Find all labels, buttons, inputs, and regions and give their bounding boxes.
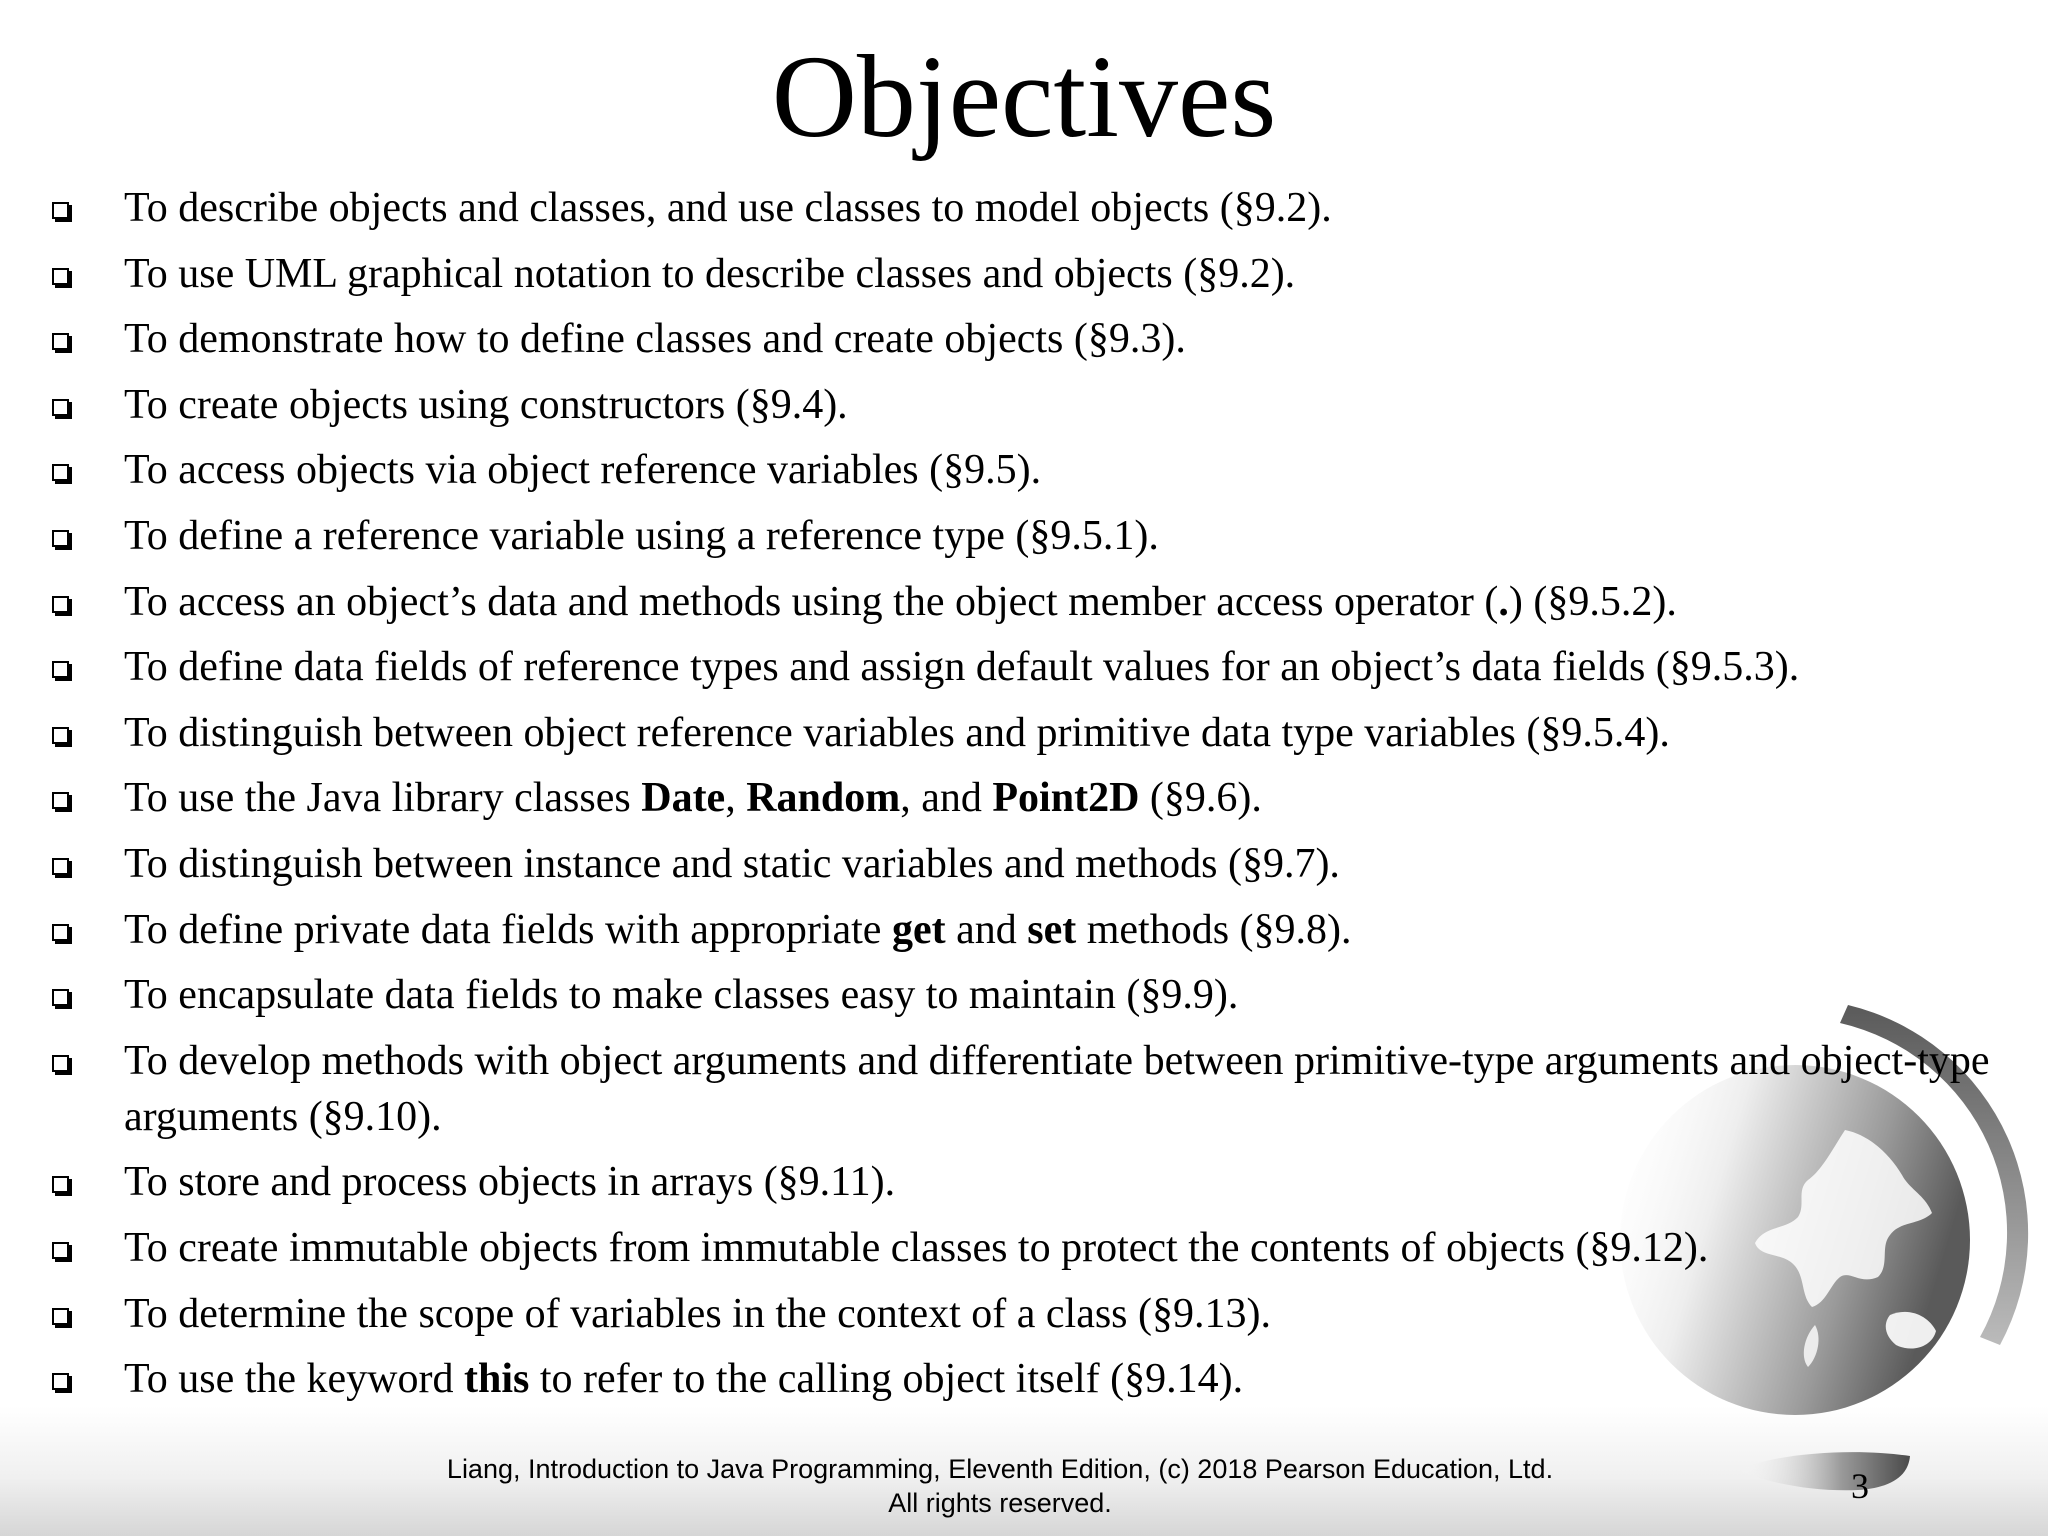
- objective-text-run: methods (§9.8).: [1076, 906, 1352, 953]
- objective-text: [124, 251, 1295, 297]
- objective-text: [124, 1356, 1243, 1402]
- hollow-square-bullet-icon: [52, 202, 69, 219]
- objective-text-run: and: [945, 906, 1028, 953]
- objective-text: [124, 382, 848, 428]
- objective-text-run: ,: [725, 775, 747, 822]
- objective-text: [124, 710, 1670, 756]
- objective-text-run: To describe objects and classes, and use classes to model objects (§9.2).: [124, 185, 1332, 231]
- objective-item: [0, 442, 2048, 498]
- objective-text-run: To define a reference variable using a reference type (§9.5.1).: [124, 512, 1159, 559]
- objective-item: [0, 705, 2048, 761]
- objective-text: [124, 579, 1677, 625]
- hollow-square-bullet-icon: [52, 924, 69, 941]
- objective-item: [0, 246, 2048, 302]
- objective-text: [124, 775, 1262, 821]
- objective-text-run: To use UML graphical notation to describe classes and objects (§9.2).: [124, 250, 1296, 297]
- objective-text: [124, 185, 1332, 231]
- objective-item: [0, 902, 2048, 958]
- hollow-square-bullet-icon: [52, 268, 69, 285]
- objective-text: [124, 1291, 1271, 1337]
- objective-text-run: To use the Java library classes: [124, 775, 642, 822]
- objective-item: [0, 967, 2048, 1023]
- objective-item: [0, 311, 2048, 367]
- hollow-square-bullet-icon: [52, 727, 69, 744]
- objective-keyword: set: [1027, 906, 1077, 953]
- objective-item: [0, 639, 2048, 695]
- objective-text: [124, 972, 1238, 1018]
- hollow-square-bullet-icon: [52, 333, 69, 350]
- objective-item: [0, 574, 2048, 630]
- hollow-square-bullet-icon: [52, 858, 69, 875]
- objective-item: [0, 508, 2048, 564]
- page-number: 3: [1851, 1466, 1869, 1506]
- objective-text: [124, 1225, 1708, 1271]
- objective-text: [124, 447, 1041, 493]
- objective-keyword: Date: [641, 775, 726, 822]
- objective-item: [0, 836, 2048, 892]
- objective-keyword: Point2D: [992, 775, 1140, 822]
- objective-text-run: To create objects using constructors (§9.4).: [124, 381, 848, 428]
- objective-keyword: this: [463, 1356, 530, 1403]
- objective-text-run: To create immutable objects from immutable classes to protect the contents of objects (§9.12).: [124, 1224, 1709, 1271]
- objective-text-run: To define private data fields with appropriate: [124, 906, 892, 953]
- objective-item: [0, 1351, 2048, 1407]
- objective-item: [0, 180, 2048, 236]
- objective-text-run: To encapsulate data fields to make classes easy to maintain (§9.9).: [124, 972, 1239, 1019]
- objective-item: [0, 1286, 2048, 1342]
- slide-title: Objectives: [771, 31, 1277, 162]
- objective-text-run: , and: [900, 775, 993, 822]
- objective-text: [124, 841, 1340, 887]
- objective-text-run: To access objects via object reference variables (§9.5).: [124, 447, 1042, 494]
- objective-text: [124, 1159, 895, 1205]
- hollow-square-bullet-icon: [52, 989, 69, 1006]
- objective-keyword: Random: [746, 775, 901, 822]
- hollow-square-bullet-icon: [52, 399, 69, 416]
- footer-copyright: [320, 1452, 1680, 1520]
- objective-item: [0, 770, 2048, 826]
- hollow-square-bullet-icon: [52, 596, 69, 613]
- hollow-square-bullet-icon: [52, 464, 69, 481]
- objective-text-run: (§9.6).: [1139, 775, 1262, 822]
- footer-line-1: Liang, Introduction to Java Programming, Eleventh Edition, (c) 2018 Pearson Education, Ltd.: [446, 1454, 1554, 1484]
- objectives-list: [0, 180, 2048, 1417]
- objective-text-run: To use the keyword: [124, 1356, 464, 1403]
- hollow-square-bullet-icon: [52, 661, 69, 678]
- objective-text: [124, 644, 1799, 690]
- page-number-tab: [1738, 1448, 1910, 1492]
- hollow-square-bullet-icon: [52, 792, 69, 809]
- objective-text-run: ) (§9.5.2).: [1508, 578, 1677, 625]
- objective-text-run: To store and process objects in arrays (§9.11).: [124, 1159, 896, 1206]
- objective-item: [0, 377, 2048, 433]
- footer-line-2: All rights reserved.: [888, 1488, 1112, 1518]
- objective-text: [124, 907, 1352, 953]
- hollow-square-bullet-icon: [52, 1308, 69, 1325]
- objective-keyword: .: [1498, 578, 1509, 625]
- hollow-square-bullet-icon: [52, 1242, 69, 1259]
- objective-item: [0, 1154, 2048, 1210]
- objective-text-run: To distinguish between object reference variables and primitive data type variables (§9.5.4).: [124, 709, 1670, 756]
- objective-item: [0, 1220, 2048, 1276]
- objective-text-run: To demonstrate how to define classes and create objects (§9.3).: [124, 316, 1186, 363]
- objective-text: [124, 513, 1159, 559]
- objective-item: [0, 1033, 2048, 1145]
- objective-text: [124, 1038, 1990, 1140]
- objective-text-run: To access an object’s data and methods using the object member access operator (: [124, 578, 1499, 625]
- hollow-square-bullet-icon: [52, 1055, 69, 1072]
- hollow-square-bullet-icon: [52, 1373, 69, 1390]
- objective-text-run: To distinguish between instance and static variables and methods (§9.7).: [124, 840, 1340, 887]
- objective-keyword: get: [891, 906, 946, 953]
- hollow-square-bullet-icon: [52, 530, 69, 547]
- objective-text-run: to refer to the calling object itself (§9.14).: [529, 1356, 1244, 1403]
- hollow-square-bullet-icon: [52, 1176, 69, 1193]
- objective-text-run: To define data fields of reference types and assign default values for an object’s data fields (§9.5.3).: [124, 644, 1800, 691]
- objective-text-run: To determine the scope of variables in the context of a class (§9.13).: [124, 1290, 1272, 1337]
- objective-text: [124, 316, 1186, 362]
- objective-text-run: To develop methods with object arguments and differentiate between primitive-type arguments and object-type arguments (§9.10).: [124, 1037, 1990, 1140]
